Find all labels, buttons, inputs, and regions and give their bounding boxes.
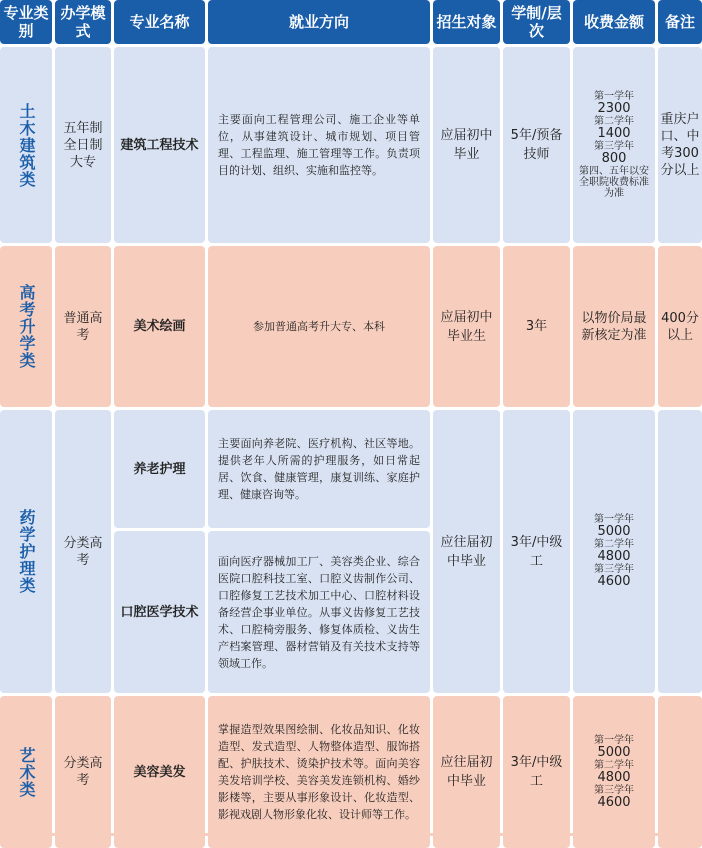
pharma-major-1: 养老护理 [114,410,205,528]
civil-fee [573,47,655,243]
civil-mode: 五年制全日制大专 [55,47,111,243]
gaokao-category: 高考升学类 [17,284,36,369]
header-major: 专业名称 [114,0,205,44]
civil-category-cell [0,47,52,243]
civil-direction-cell [208,47,430,243]
pharma-fee-y2: 4800 [597,549,631,564]
civil-major: 建筑工程技术 [114,47,205,243]
pharma-direction-2-cell [208,531,430,693]
pharma-fee-y1: 5000 [597,524,631,539]
pharma-direction-2: 面向医疗器械加工厂、美容类企业、综合医院口腔科技工室、口腔义齿制作公司、口腔修复工艺技术加工中心、口腔材料设备经营企事业单位。从事义齿修复工艺技术、口腔椅旁服务、修复体质检、义齿生产档案管理、器材营销及有关技术支持等领域工作。 [218,554,420,670]
pharma-fee-y3: 4600 [597,574,631,589]
pharma-fee-y3-label: 第三学年 [594,564,634,575]
art-fee-y1-label: 第一学年 [594,734,634,746]
civil-fee-note: 第四、五年以安全职院收费标准为准 [579,166,649,199]
pharma-category: 药学护理类 [17,509,36,594]
civil-category: 土木建筑类 [17,102,36,188]
pharma-remark [658,410,702,693]
pharma-level: 3年/中级工 [503,410,570,693]
gaokao-mode: 普通高考 [55,246,111,407]
gaokao-category-cell [0,246,52,407]
art-fee-y3-label: 第三学年 [594,784,634,796]
gaokao-major: 美术绘画 [114,246,205,407]
header-remark: 备注 [658,0,702,44]
gaokao-direction-cell [208,246,430,407]
civil-direction: 主要面向工程管理公司、施工企业等单位，从事建筑设计、城市规划、项目管理、工程监理、施工管理等工作。负责项目的计划、组织、实施和监控等。 [218,113,420,177]
art-target: 应往届初中毕业 [433,696,500,848]
pharma-category-cell [0,410,52,693]
art-fee-y3: 4600 [597,794,631,810]
art-direction-cell [208,696,430,848]
art-remark [658,696,702,848]
civil-fee-y2: 1400 [597,126,631,141]
art-category: 艺术类 [17,746,36,798]
art-mode: 分类高考 [55,696,111,848]
header-category: 专业类别 [0,0,52,44]
civil-fee-y1: 2300 [597,101,631,116]
civil-fee-y3-label: 第三学年 [594,141,634,152]
gaokao-remark: 400分以上 [658,246,702,407]
pharma-direction-1: 主要面向养老院、医疗机构、社区等地。提供老年人所需的护理服务，如日常起居、饮食、健康管理，康复训练、家庭护理、健康咨询等。 [218,437,420,501]
pharma-major-2: 口腔医学技术 [114,531,205,693]
art-level: 3年/中级工 [503,696,570,848]
civil-fee-y3: 800 [601,151,627,166]
art-fee [573,696,655,848]
civil-remark: 重庆户口、中考300分以上 [658,47,702,243]
gaokao-fee-cell [573,246,655,407]
civil-target: 应届初中毕业 [433,47,500,243]
gaokao-direction: 参加普通高考升大专、本科 [253,320,385,333]
civil-fee-y1-label: 第一学年 [594,91,634,102]
art-major: 美容美发 [114,696,205,848]
pharma-target: 应往届初中毕业 [433,410,500,693]
header-direction: 就业方向 [208,0,430,44]
header-target: 招生对象 [433,0,500,44]
art-category-cell [0,696,52,848]
art-fee-y1: 5000 [597,744,631,760]
header-mode: 办学模式 [55,0,111,44]
pharma-direction-1-cell [208,410,430,528]
header-level: 学制/层次 [503,0,570,44]
gaokao-target: 应届初中毕业生 [433,246,500,407]
art-fee-y2-label: 第二学年 [594,759,634,771]
art-fee-y2: 4800 [597,769,631,785]
gaokao-fee: 以物价局最新核定为准 [581,310,647,343]
header-fee: 收费金额 [573,0,655,44]
pharma-fee-y2-label: 第二学年 [594,539,634,550]
art-direction: 掌握造型效果图绘制、化妆品知识、化妆造型、发式造型、人物整体造型、服饰搭配、护肤技术、烫染护技术等。面向美容美发培训学校、美容美发连锁机构、婚纱影楼等，主要从事形象设计、化妆造型、影视戏剧人物形象化妆、设计师等工作。 [218,723,420,821]
pharma-fee-y1-label: 第一学年 [594,514,634,525]
bottom-border [0,833,681,836]
civil-fee-y2-label: 第二学年 [594,116,634,127]
pharma-fee [573,410,655,693]
civil-level: 5年/预备技师 [503,47,570,243]
gaokao-level: 3年 [503,246,570,407]
pharma-mode: 分类高考 [55,410,111,693]
